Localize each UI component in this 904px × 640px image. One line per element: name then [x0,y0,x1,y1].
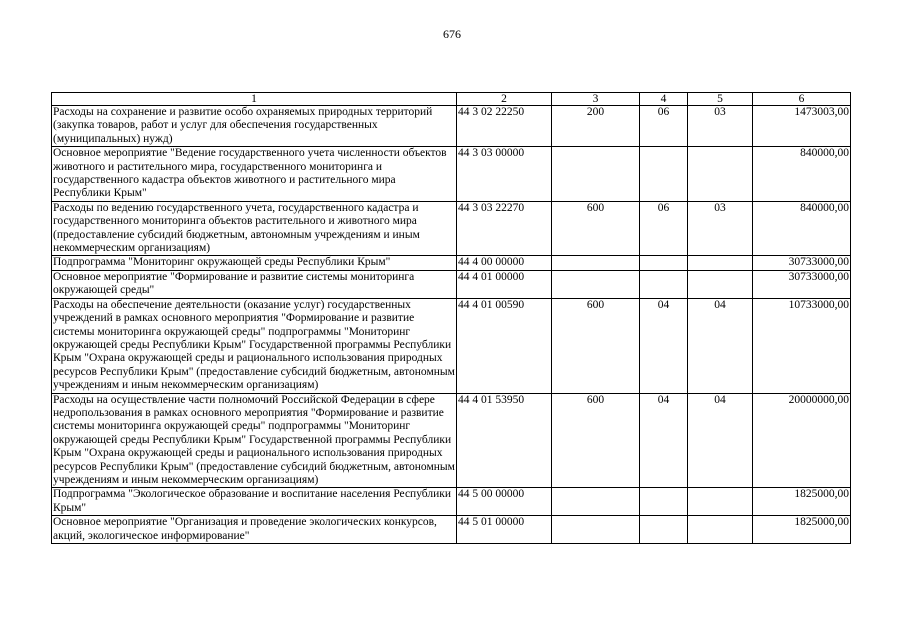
column-header-1: 1 [52,93,457,106]
row-sum: 840000,00 [753,201,851,256]
row-section [640,516,688,544]
row-code: 44 4 00 00000 [457,256,552,270]
row-subsection: 03 [688,106,753,147]
row-name: Расходы на обеспечение деятельности (оказание услуг) государственных учреждений в рамках основного мероприятия "Формирование и развитие системы мониторинга окружающей среды" подпрограммы "Мониторинг окружающей среды Республики Крым" Государственной программы Республики Крым "Охрана окружающей среды и рационального использования природных ресурсов Республики Крым" (предоставление субсидий бюджетным, автономным учреждениям и иным некоммерческим организациям) [53,298,455,392]
row-subsection [688,516,753,544]
budget-table [51,92,851,544]
row-expense-type: 200 [552,106,640,147]
row-section [640,488,688,516]
column-header-3: 3 [552,93,640,106]
row-subsection [688,488,753,516]
row-subsection [688,256,753,270]
row-name: Основное мероприятие "Формирование и развитие системы мониторинга окружающей среды" [52,270,457,298]
row-expense-type [552,270,640,298]
row-subsection: 04 [688,393,753,488]
table-header-row [52,93,851,106]
row-code: 44 4 01 00000 [457,270,552,298]
row-sum: 30733000,00 [753,256,851,270]
row-name: Основное мероприятие "Ведение государственного учета численности объектов животного и растительного мира, государственного мониторинга и государственного кадастра объектов животного и растительного мира Республики Крым" [52,147,457,202]
column-header-4: 4 [640,93,688,106]
row-code: 44 5 00 00000 [457,488,552,516]
table-row [52,488,851,516]
row-name: Расходы на сохранение и развитие особо охраняемых природных территорий (закупка товаров, работ и услуг для обеспечения государственных (муниципальных) нужд) [52,106,457,147]
row-name: Подпрограмма "Мониторинг окружающей среды Республики Крым" [52,256,457,270]
column-header-2: 2 [457,93,552,106]
row-code: 44 4 01 53950 [457,393,552,488]
row-sum: 1473003,00 [753,106,851,147]
row-section: 04 [640,393,688,488]
table-row [52,393,851,488]
table-row [52,270,851,298]
row-expense-type [552,488,640,516]
row-section [640,256,688,270]
table-row [52,516,851,544]
row-section: 06 [640,106,688,147]
row-name: Расходы на осуществление части полномочий Российской Федерации в сфере недропользования в рамках основного мероприятия "Формирование и развитие системы мониторинга окружающей среды" подпрограммы "Мониторинг окружающей среды Республики Крым" Государственной программы Республики Крым "Охрана окружающей среды и рационального использования природных ресурсов Республики Крым" (предоставление субсидий бюджетным, автономным учреждениям и иным некоммерческим организациям) [53,393,455,486]
row-section: 06 [640,201,688,256]
row-subsection: 04 [688,298,753,393]
row-section [640,270,688,298]
row-code: 44 3 03 00000 [457,147,552,202]
row-code: 44 3 02 22250 [457,106,552,147]
row-sum: 30733000,00 [753,270,851,298]
row-expense-type [552,147,640,202]
row-code: 44 3 03 22270 [457,201,552,256]
row-subsection [688,270,753,298]
row-section [640,147,688,202]
row-expense-type: 600 [552,298,640,393]
row-expense-type [552,256,640,270]
row-sum: 1825000,00 [753,516,851,544]
row-expense-type: 600 [552,393,640,488]
row-subsection: 03 [688,201,753,256]
table-row [52,147,851,202]
row-subsection [688,147,753,202]
row-sum: 1825000,00 [753,488,851,516]
row-expense-type [552,516,640,544]
column-header-5: 5 [688,93,753,106]
column-header-6: 6 [753,93,851,106]
table-row [52,201,851,256]
row-sum: 20000000,00 [753,393,851,488]
row-name: Подпрограмма "Экологическое образование и воспитание населения Республики Крым" [52,488,457,516]
row-name: Расходы по ведению государственного учета, государственного кадастра и государственного мониторинга объектов растительного и животного мира (предоставление субсидий бюджетным, автономным учреждениям и иным некоммерческим организациям) [52,201,457,256]
page-number: 676 [443,27,461,41]
table-row [52,298,851,393]
row-section: 04 [640,298,688,393]
row-code: 44 5 01 00000 [457,516,552,544]
row-expense-type: 600 [552,201,640,256]
table-row [52,256,851,270]
row-code: 44 4 01 00590 [457,298,552,393]
row-sum: 10733000,00 [753,298,851,393]
row-sum: 840000,00 [753,147,851,202]
row-name: Основное мероприятие "Организация и проведение экологических конкурсов, акций, экологическое информирование" [52,516,457,544]
table-row [52,106,851,147]
